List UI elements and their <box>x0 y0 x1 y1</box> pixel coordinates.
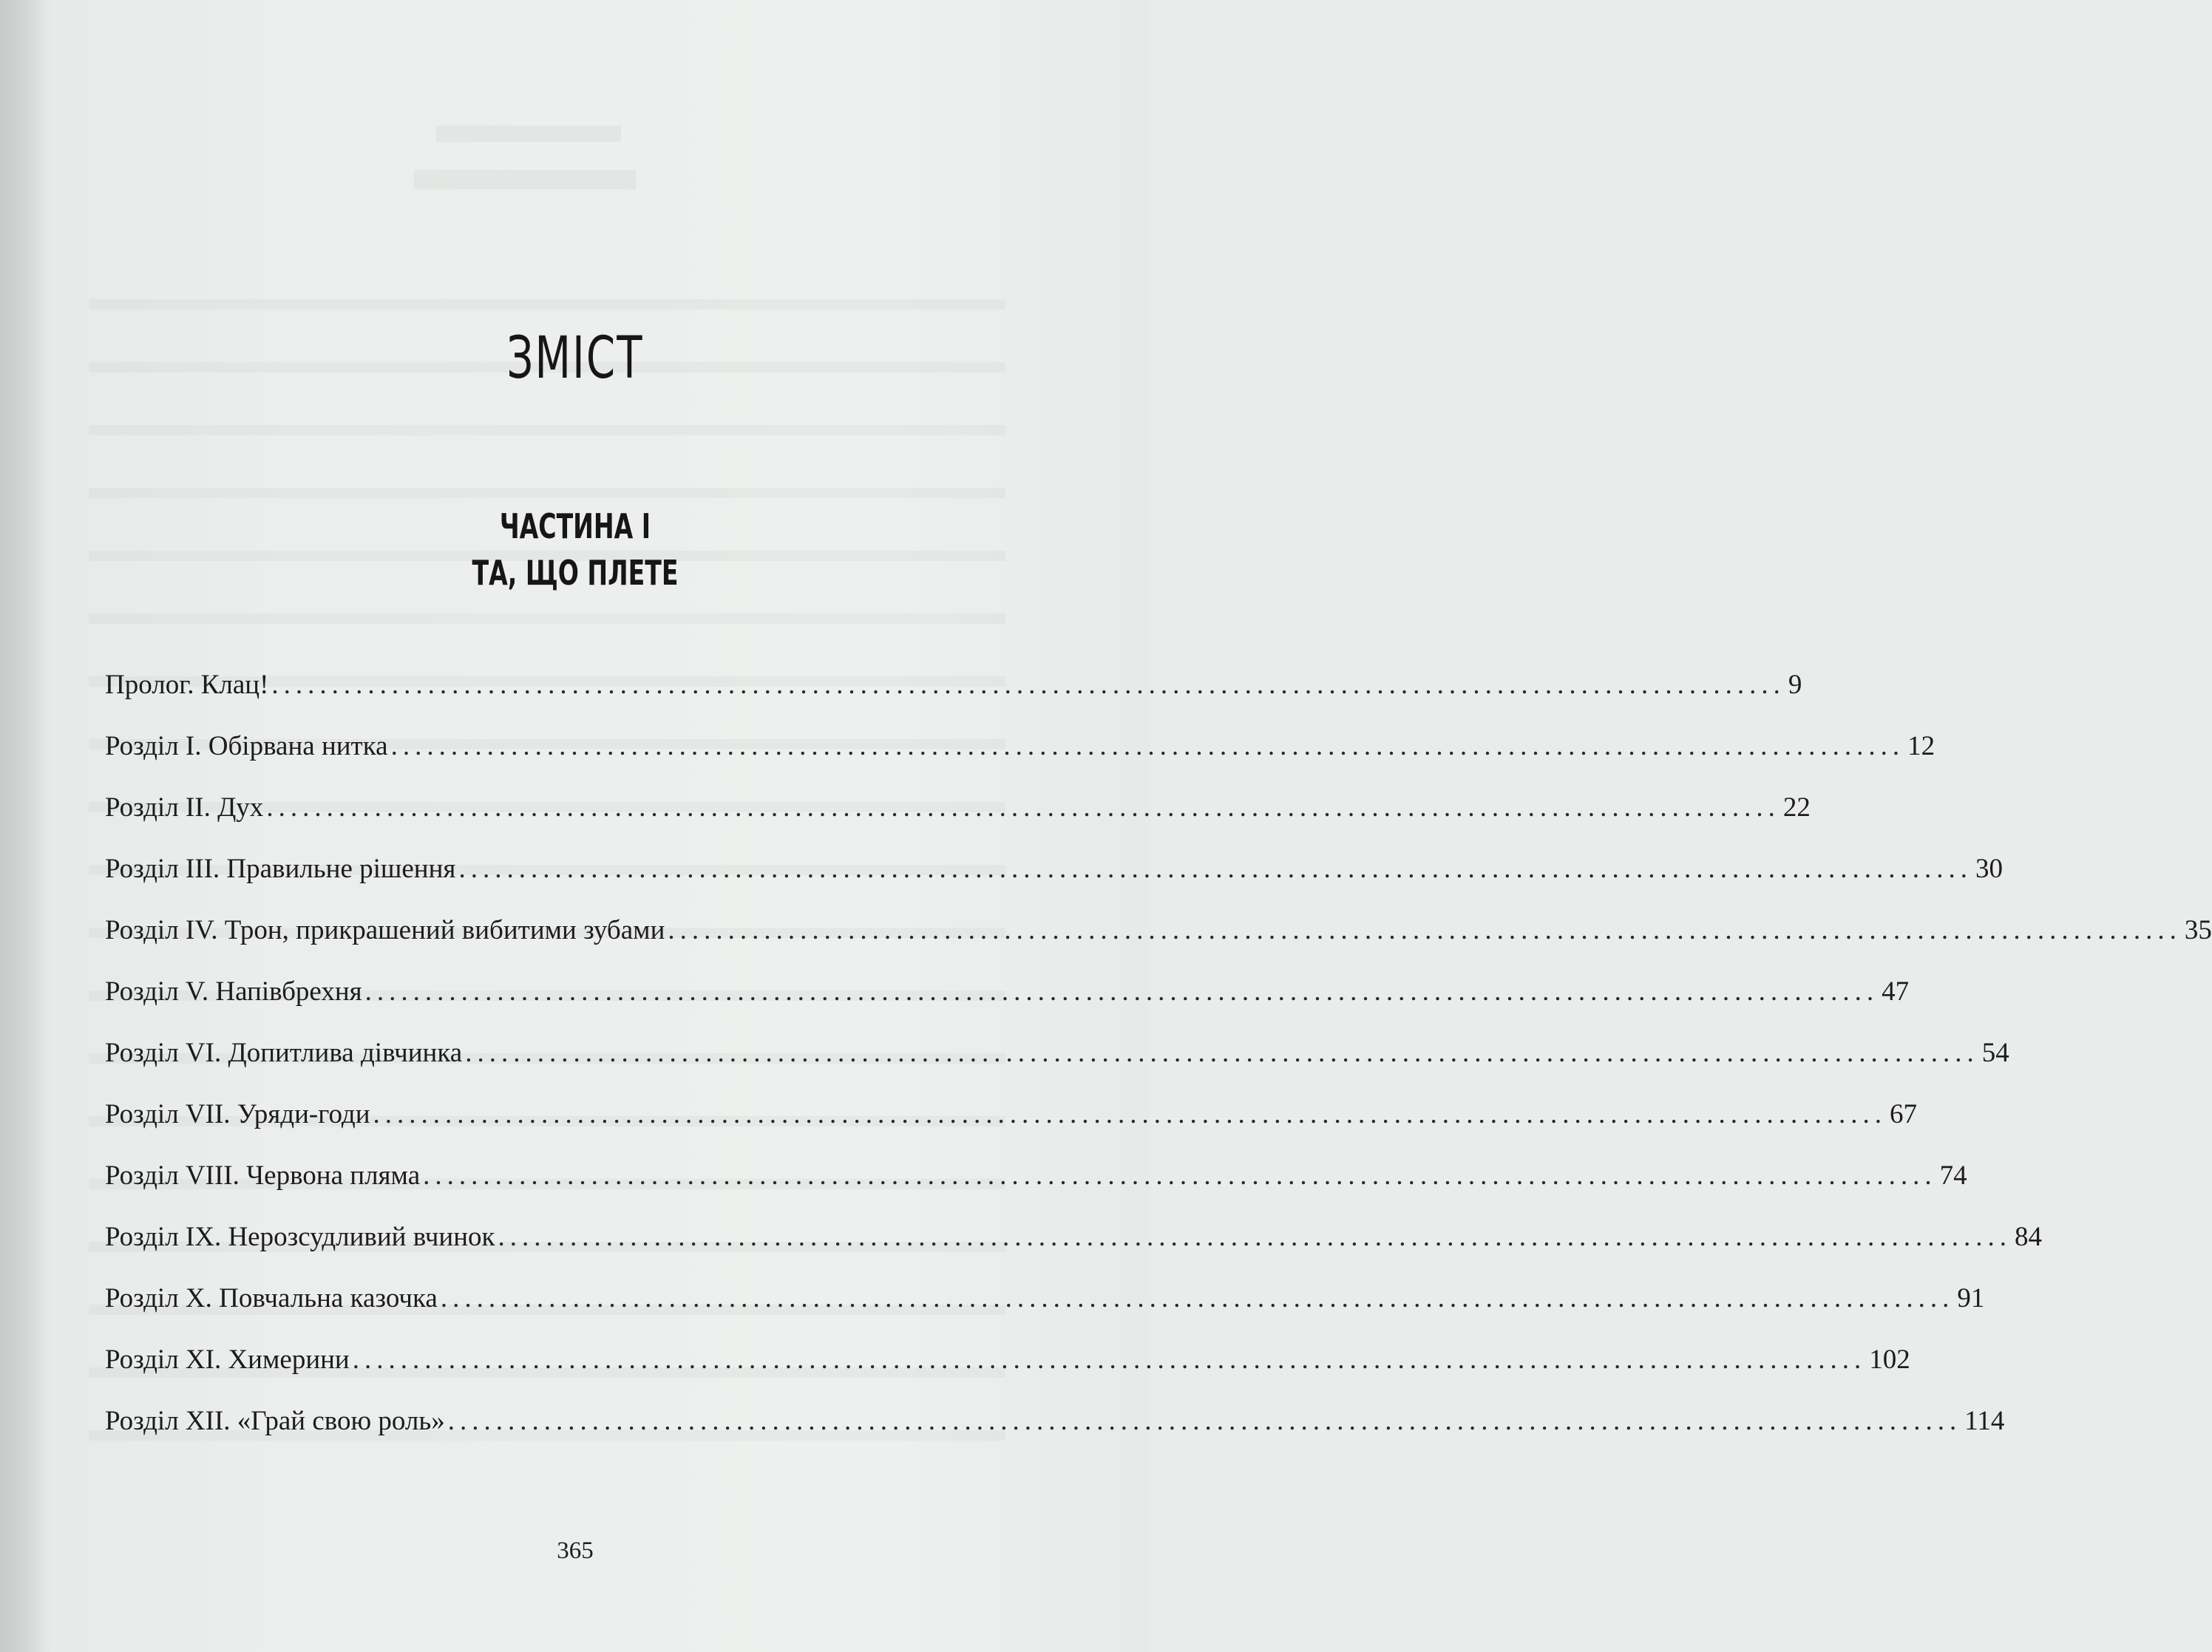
toc-entry <box>105 1405 2005 1449</box>
dot-leader: .............................................................................................................................. <box>440 1283 1955 1313</box>
toc-entry-title: Розділ ІІІ. Правильне рішення <box>105 854 456 884</box>
dot-leader: .............................................................................................................................. <box>498 1222 2012 1252</box>
dot-leader: .............................................................................................................................. <box>364 976 1879 1007</box>
toc-entry-title: Розділ VI. Допитлива дівчинка <box>105 1038 463 1068</box>
toc-entry-page: 67 <box>1890 1099 1918 1129</box>
dot-leader: .............................................................................................................................. <box>390 731 1905 761</box>
part-label: ЧАСТИНА І <box>499 506 651 546</box>
toc-entry-page: 54 <box>1981 1038 2009 1068</box>
toc-entry-page: 114 <box>1964 1406 2005 1436</box>
toc-entry-title: Розділ VIII. Червона пляма <box>105 1160 421 1191</box>
toc-entry <box>105 976 1910 1020</box>
ghost-line <box>414 170 636 189</box>
page-title: ЗМІСТ <box>506 325 644 392</box>
ghost-line <box>89 425 1005 435</box>
toc-entry <box>105 1160 1967 1204</box>
toc-entry-page: 35 <box>2184 915 2212 945</box>
ghost-line <box>89 299 1005 310</box>
dot-leader: .............................................................................................................................. <box>423 1160 1937 1191</box>
toc-entry-title: Розділ X. Повчальна казочка <box>105 1283 438 1313</box>
toc-entry-page: 12 <box>1907 731 1936 761</box>
dot-leader: .............................................................................................................................. <box>271 670 1785 700</box>
dot-leader: .............................................................................................................................. <box>352 1345 1867 1375</box>
toc-entry-page: 74 <box>1939 1160 1967 1191</box>
toc-entry <box>105 1282 1985 1327</box>
toc-entry-page: 102 <box>1869 1345 1910 1375</box>
toc-entry-title: Розділ VII. Уряди-годи <box>105 1099 370 1129</box>
toc-entry <box>105 914 2212 959</box>
toc-entry-title: Пролог. Клац! <box>105 670 269 700</box>
toc-entry <box>105 1344 1910 1388</box>
dot-leader: .............................................................................................................................. <box>465 1038 1979 1068</box>
dot-leader: .............................................................................................................................. <box>373 1099 1887 1129</box>
toc-entry <box>105 669 1802 713</box>
toc-entry-page: 91 <box>1957 1283 1985 1313</box>
toc-entry <box>105 730 1936 775</box>
toc-entry-title: Розділ ІІ. Дух <box>105 792 264 823</box>
toc-entry-page: 9 <box>1788 670 1802 700</box>
ghost-line <box>436 126 621 142</box>
toc-entry-title: Розділ І. Обірвана нитка <box>105 731 388 761</box>
toc-entry-title: Розділ XI. Химерини <box>105 1345 350 1375</box>
ghost-line <box>89 613 1005 624</box>
part-subtitle: ТА, ЩО ПЛЕТЕ <box>472 553 679 593</box>
toc-entry-page: 47 <box>1882 976 1910 1007</box>
dot-leader: .............................................................................................................................. <box>266 792 1780 823</box>
toc-entry <box>105 1221 2042 1265</box>
toc-entry <box>105 792 1811 836</box>
toc-entry-title: Розділ IX. Нерозсудливий вчинок <box>105 1222 495 1252</box>
toc-entry-title: Розділ IV. Трон, прикрашений вибитими зубами <box>105 915 665 945</box>
toc-entry-page: 84 <box>2015 1222 2042 1252</box>
toc-entry <box>105 1037 2009 1081</box>
toc-entry-page: 30 <box>1975 854 2003 884</box>
spine-shadow <box>0 0 52 1652</box>
toc-entry <box>105 853 2003 897</box>
toc-entry <box>105 1098 1918 1143</box>
dot-leader: .............................................................................................................................. <box>447 1406 1962 1436</box>
dot-leader: .............................................................................................................................. <box>458 854 1972 884</box>
page-number: 365 <box>557 1537 594 1564</box>
dot-leader: .............................................................................................................................. <box>668 915 2182 945</box>
toc-entry-title: Розділ XII. «Грай свою роль» <box>105 1406 445 1436</box>
toc-entry-page: 22 <box>1782 792 1811 823</box>
ghost-line <box>89 488 1005 498</box>
toc-entry-title: Розділ V. Напівбрехня <box>105 976 362 1007</box>
